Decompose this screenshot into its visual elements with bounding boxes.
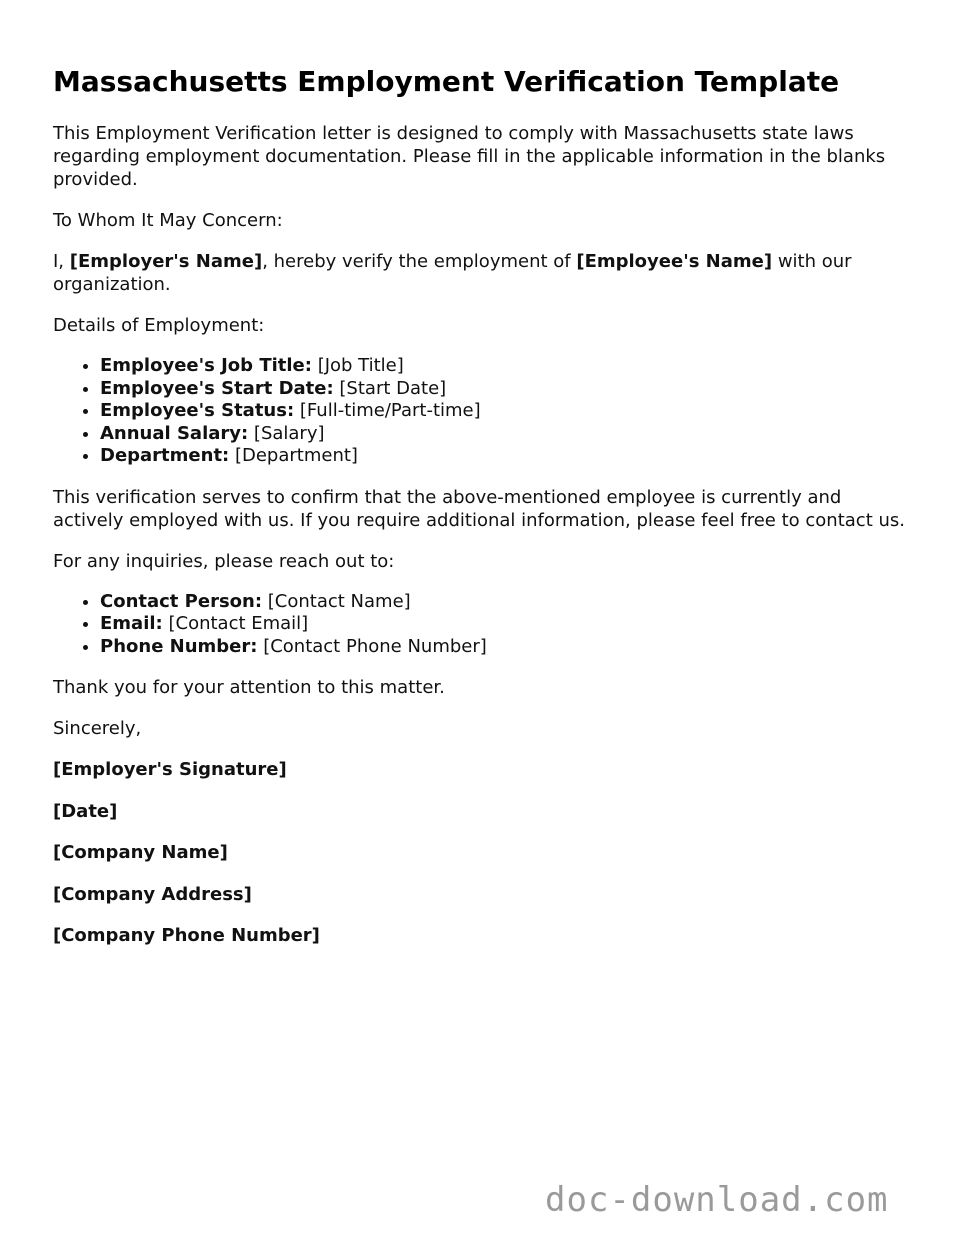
closing-line: Sincerely, — [53, 718, 142, 739]
contact-label: Phone Number: — [100, 635, 258, 657]
detail-label: Employee's Start Date: — [100, 377, 334, 399]
details-list — [53, 355, 913, 468]
detail-item-start-date — [100, 378, 913, 401]
detail-label: Employee's Status: — [100, 400, 295, 421]
inquiries-heading: For any inquiries, please reach out to: — [53, 550, 395, 572]
watermark: doc-download.com — [545, 1180, 889, 1220]
detail-label: Department: — [100, 445, 230, 466]
verification-statement — [53, 250, 913, 296]
detail-label: Annual Salary: — [100, 422, 249, 444]
company-name-placeholder: [Company Name] — [53, 842, 228, 863]
detail-value: [Full-time/Part-time] — [294, 400, 481, 421]
thanks-line: Thank you for your attention to this matter. — [53, 677, 445, 698]
date-placeholder: [Date] — [53, 800, 118, 822]
verify-text-1: I, — [53, 251, 70, 272]
company-address-placeholder: [Company Address] — [53, 883, 252, 905]
details-heading: Details of Employment: — [53, 315, 265, 336]
contact-label: Contact Person: — [100, 590, 263, 612]
detail-value: [Job Title] — [311, 355, 404, 376]
verify-text-2: , hereby verify the employment of — [262, 251, 577, 272]
document-title: Massachusetts Employment Verification Template — [53, 65, 840, 98]
intro-paragraph: This Employment Verification letter is designed to comply with Massachusetts state laws regarding employment documentation. Please fill in the applicable information in the blanks provided. — [53, 123, 886, 190]
salutation: To Whom It May Concern: — [53, 210, 283, 231]
contact-item-person — [100, 591, 913, 614]
contacts-list — [53, 591, 913, 659]
detail-item-status — [100, 400, 913, 423]
contact-value: [Contact Phone Number] — [257, 635, 487, 657]
detail-value: [Salary] — [248, 422, 325, 444]
detail-value: [Start Date] — [333, 377, 447, 399]
document-page — [53, 62, 913, 966]
confirmation-paragraph: This verification serves to confirm that the above-mentioned employee is currently and actively employed with us. If you require additional information, please feel free to contact us. — [53, 486, 905, 531]
detail-item-department — [100, 445, 913, 468]
contact-value: [Contact Name] — [262, 590, 411, 612]
employer-name-placeholder: [Employer's Name] — [69, 251, 263, 272]
detail-item-job-title — [100, 355, 913, 378]
signature-placeholder: [Employer's Signature] — [53, 759, 287, 780]
contact-item-phone — [100, 636, 913, 659]
contact-value: [Contact Email] — [162, 613, 309, 634]
contact-label: Email: — [100, 613, 163, 634]
employee-name-placeholder: [Employee's Name] — [576, 251, 773, 272]
detail-label: Employee's Job Title: — [100, 355, 312, 376]
verify-text-3: with our organization. — [53, 251, 852, 295]
contact-item-email — [100, 613, 913, 636]
detail-item-salary — [100, 423, 913, 446]
detail-value: [Department] — [229, 445, 358, 466]
company-phone-placeholder: [Company Phone Number] — [53, 925, 320, 946]
